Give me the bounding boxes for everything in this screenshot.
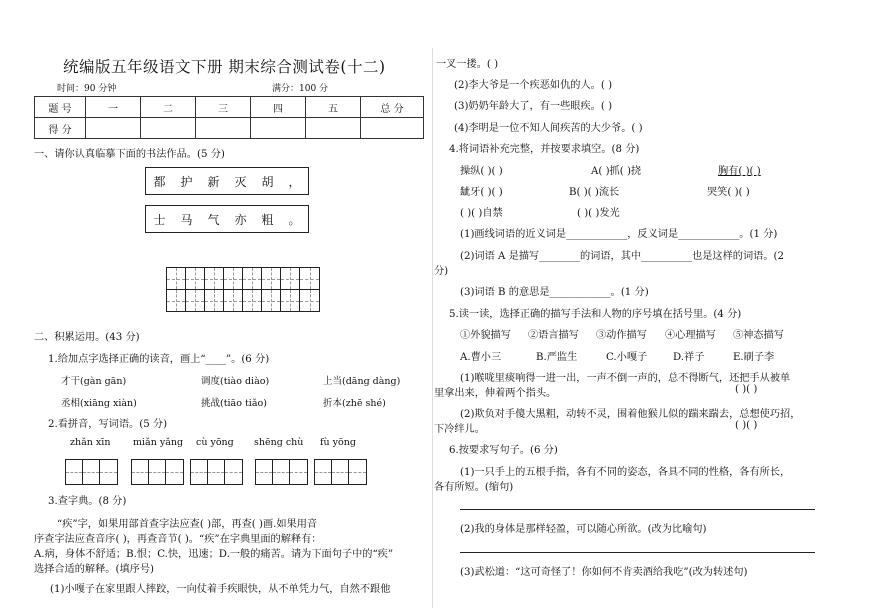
q3-sentence: (2)李大爷是一个疾恶如仇的人。( ) — [454, 80, 613, 91]
q5-prompt: 5.读一读，选择正确的描写手法和人物的序号填在括号里。(4 分) — [449, 309, 742, 320]
q5-sentence: 下冷绊儿。 — [434, 424, 485, 435]
person-option: D.祥子 — [673, 352, 705, 363]
score-header-cell: 总 分 — [361, 97, 424, 118]
pinyin-label: fù yōng — [320, 437, 356, 448]
time-label: 时间：90 分钟 — [57, 84, 117, 94]
answer-box[interactable] — [314, 459, 367, 485]
score-cell[interactable] — [141, 118, 196, 139]
answer-line[interactable] — [460, 509, 815, 510]
q6-sentence: (1)一只手上的五根手指，各有不同的姿态，各具不同的性格，各有所长， — [460, 467, 791, 478]
pinyin-label: zhǎn xīn — [70, 437, 111, 448]
q3-para: 序查字法应查音序( )，再查音节( )。“疾”在字典里面的解释有： — [34, 534, 322, 545]
answer-box[interactable] — [65, 459, 118, 485]
q4-sub: 分) — [434, 266, 449, 277]
idiom-item[interactable]: 哭笑( )( ) — [707, 187, 750, 198]
calligraphy-char: ， — [288, 174, 301, 189]
score-table — [34, 96, 424, 139]
score-header-cell: 四 — [251, 97, 306, 118]
section2-heading: 二、积累运用。(43 分) — [34, 332, 140, 343]
calligraphy-char: 胡 — [261, 174, 274, 189]
q3-para: 选择合适的解释。(填序号) — [34, 564, 155, 575]
reading-item[interactable]: 丞相(xiāng xiàn) — [61, 398, 137, 409]
calligraphy-char: 气 — [207, 212, 220, 227]
score-header-cell: 五 — [306, 97, 361, 118]
method-option: ③动作描写 — [596, 330, 647, 341]
method-option: ④心理描写 — [665, 330, 716, 341]
section1-heading: 一、请你认真临摹下面的书法作品。(5 分) — [34, 149, 225, 160]
method-option: ②语言描写 — [528, 330, 579, 341]
idiom-item[interactable]: 龇牙( )( ) — [460, 187, 503, 198]
q5-answer[interactable]: ( )( ) — [735, 420, 758, 431]
calligraphy-char: 粗 — [261, 212, 274, 227]
score-label: 满分：100 分 — [272, 84, 329, 94]
answer-box[interactable] — [131, 459, 184, 485]
calligraphy-line-2 — [145, 205, 309, 233]
person-option: C.小嘎子 — [606, 352, 648, 363]
pinyin-label: shēng chù — [254, 437, 304, 448]
q6-sentence: (2)我的身体是那样轻盈，可以随心所欲。(改为比喻句) — [460, 524, 707, 535]
score-header-cell: 题 号 — [35, 97, 86, 118]
q3-sentence: (3)奶奶年龄大了，有一些眼疾。( ) — [454, 101, 613, 112]
reading-item[interactable]: 挑战(tiāo tiǎo) — [201, 398, 267, 409]
q3-prompt: 3.查字典。(8 分) — [48, 496, 127, 507]
score-cell[interactable] — [306, 118, 361, 139]
q5-sentence: 里拿出来，伸着两个指头。 — [434, 388, 557, 399]
q4-prompt: 4.将词语补充完整，并按要求填空。(8 分) — [449, 144, 640, 155]
q3-sentence: (4)李明是一位不知人间疾苦的大少爷。( ) — [454, 123, 643, 134]
idiom-item[interactable]: 胸有( )( ) — [718, 166, 761, 177]
pinyin-label: miǎn yǎng — [133, 437, 184, 448]
q5-answer[interactable]: ( )( ) — [735, 384, 758, 395]
idiom-item[interactable]: A( )抓( )挠 — [591, 166, 642, 177]
reading-item[interactable]: 上当(dāng dàng) — [323, 376, 401, 387]
method-option: ⑤神态描写 — [733, 330, 784, 341]
calligraphy-char: 护 — [180, 174, 193, 189]
q4-sub: (2)词语 A 是描写________的词语，其中__________也是这样的词语。(2 — [460, 251, 784, 262]
q2-prompt: 2.看拼音，写词语。(5 分) — [48, 419, 168, 430]
score-cell[interactable] — [251, 118, 306, 139]
calligraphy-char: 。 — [288, 212, 301, 227]
score-header-cell: 三 — [196, 97, 251, 118]
answer-box[interactable] — [190, 459, 243, 485]
answer-box[interactable] — [255, 459, 308, 485]
calligraphy-line-1 — [145, 167, 309, 195]
q3-para: A.病，身体不舒适；B.恨；C.快，迅速；D.一般的痛苦。请为下面句子中的“疾” — [34, 549, 394, 560]
q4-sub: (1)画线词语的近义词是____________，反义词是____________。(1 分) — [460, 229, 778, 240]
score-cell[interactable] — [196, 118, 251, 139]
score-cell[interactable] — [86, 118, 141, 139]
q1-prompt: 1.给加点字选择正确的读音，画上“____”。(6 分) — [48, 354, 270, 365]
calligraphy-char: 亦 — [234, 212, 247, 227]
reading-item[interactable]: 才干(gàn gān) — [61, 376, 127, 387]
page-title: 统编版五年级语文下册 期末综合测试卷(十二) — [63, 58, 386, 76]
person-option: B.严监生 — [536, 352, 578, 363]
person-option: A.曹小三 — [460, 352, 502, 363]
pinyin-label: cù yōng — [196, 437, 234, 448]
person-option: E.刷子李 — [733, 352, 775, 363]
q6-prompt: 6.按要求写句子。(6 分) — [449, 445, 558, 456]
q3-para: “疾”字，如果用部首查字法应查( )部，再查( )画.如果用音 — [57, 519, 318, 530]
method-option: ①外貌描写 — [460, 330, 511, 341]
q5-sentence: (2)欺负对手傻大黑粗，动转不灵，围着他猴儿似的踹来踹去，总想使巧招， — [460, 409, 801, 420]
page-divider — [432, 48, 433, 608]
q3-sentence: (1)小嘎子在家里跟人摔跤，一向仗着手疾眼快，从不单凭力气，自然不跟他 — [50, 584, 391, 595]
idiom-item[interactable]: ( )( )自禁 — [460, 208, 503, 219]
idiom-item[interactable]: ( )( )发光 — [577, 208, 620, 219]
calligraphy-char: 士 — [153, 212, 166, 227]
reading-item[interactable]: 调度(tiào diào) — [201, 376, 270, 387]
score-header-cell: 一 — [86, 97, 141, 118]
calligraphy-char: 马 — [180, 212, 193, 227]
calligraphy-char: 灭 — [234, 174, 247, 189]
reading-item[interactable]: 折本(zhē shé) — [323, 398, 386, 409]
q3-sentence: 一叉一搂。( ) — [436, 59, 499, 70]
q5-sentence: (1)喉咙里痰响得一进一出，一声不倒一声的，总不得断气，还把手从被单 — [460, 373, 791, 384]
idiom-item[interactable]: 操纵( )( ) — [460, 166, 503, 177]
answer-line[interactable] — [460, 552, 815, 553]
score-table-score-row — [35, 118, 424, 139]
score-table-header-row — [35, 97, 424, 118]
score-cell[interactable] — [361, 118, 424, 139]
q6-sentence: (3)武松道：“这可奇怪了！你如何不肯卖酒给我吃”(改为转述句) — [460, 567, 748, 578]
score-header-cell: 二 — [141, 97, 196, 118]
idiom-item[interactable]: B( )( )流长 — [569, 187, 620, 198]
q6-sentence: 各有所短。(缩句) — [434, 482, 514, 493]
calligraphy-char: 新 — [207, 174, 220, 189]
calligraphy-char: 都 — [153, 174, 166, 189]
q4-sub: (3)词语 B 的意思是____________。(1 分) — [460, 287, 649, 298]
score-row-label: 得 分 — [35, 118, 86, 139]
copy-practice-grid[interactable] — [166, 267, 320, 312]
